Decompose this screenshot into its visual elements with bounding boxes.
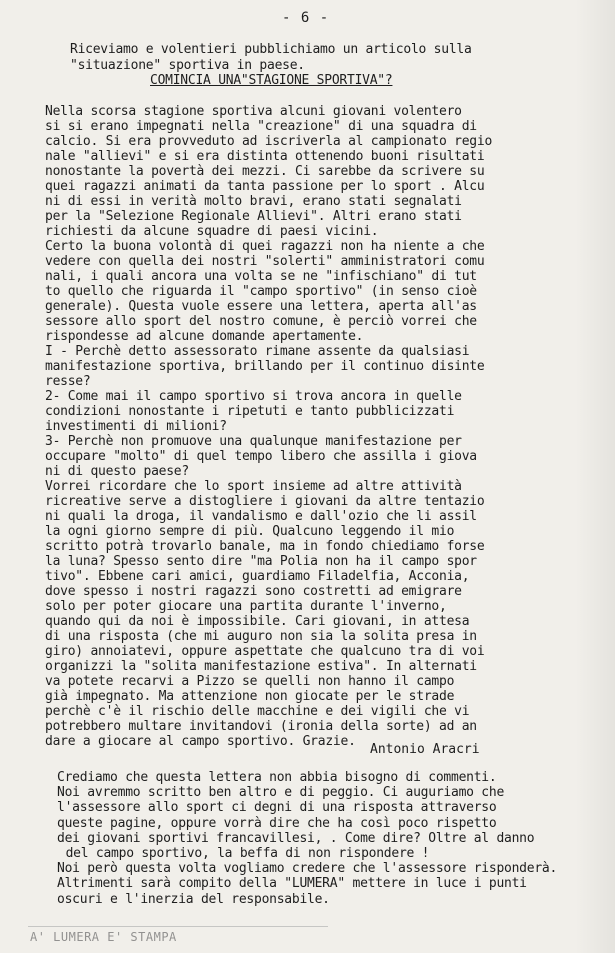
article-line: potrebbero multare invitandovi (ironia della sorte) ad an [45,719,477,734]
article-line: investimenti di milioni? [45,419,227,434]
reply-line: oscuri e l'inerzia del responsabile. [57,891,330,907]
article-line: ni di questo paese? [45,464,189,479]
article-line: quei ragazzi animati da tanta passione per lo sport . Alcu [45,179,485,194]
article-line: nale "allievi" e si era distinta ottenendo buoni risultati [45,149,485,164]
footer-rule [28,926,328,927]
article-line: ni di essi in verità molto bravi, erano stati segnalati [45,194,462,209]
article-line: Vorrei ricordare che lo sport insieme ad altre attività [45,479,462,494]
article-line: generale). Questa vuole essere una lettera, aperta all'as [45,299,477,314]
article-line: scritto potrà trovarlo banale, ma in fondo chiediamo forse [45,539,485,554]
article-line: resse? [45,374,91,389]
article-line: occupare "molto" di quel tempo libero che assilla i giova [45,449,477,464]
article-line: va potete recarvi a Pizzo se quelli non hanno il campo [45,674,455,689]
article-line: la luna? Spesso sento dire "ma Polia non ha il campo spor [45,554,477,569]
article-line: manifestazione sportiva, brillando per il continuo disinte [45,359,485,374]
footer-text: A' LUMERA E' STAMPA [30,930,177,944]
article-line: solo per poter giocare una partita durante l'inverno, [45,599,447,614]
article-line: sessore allo sport del nostro comune, è perciò vorrei che [45,314,477,329]
article-line: ricreative serve a distogliere i giovani da altre tentazio [45,494,485,509]
article-line: I - Perchè detto assessorato rimane assente da qualsiasi [45,344,470,359]
page-number: - 6 - [282,10,330,26]
article-line: dove spesso i nostri ragazzi sono costretti ad emigrare [45,584,462,599]
article-line: nali, i quali ancora una volta se ne "infischiano" di tut [45,269,477,284]
article-line: ni quali la droga, il vandalismo e dall'ozio che li assil [45,509,477,524]
reply-line: Noi avremmo scritto ben altro e di peggio. Ci auguriamo che [57,785,505,801]
article-line: 2- Come mai il campo sportivo si trova ancora in quelle [45,389,462,404]
article-line: di una risposta (che mi auguro non sia la solita presa in [45,629,477,644]
intro-line: Riceviamo e volentieri pubblichiamo un articolo sulla [70,42,472,57]
bleed-through-text [587,92,615,792]
reply-line: Noi però questa volta vogliamo credere che l'assessore risponderà. [57,861,558,877]
reply-line: dei giovani sportivi francavillesi, . Come dire? Oltre al danno [57,830,535,846]
intro-line: "situazione" sportiva in paese. [70,58,305,73]
article-line: si si erano impegnati nella "creazione" di una squadra di [45,119,477,134]
article-line: perchè c'è il rischio delle macchine e dei vigili che vi [45,704,470,719]
article-line: calcio. Si era provveduto ad iscriverla al campionato regio [45,134,493,149]
article-line: vedere con quella dei nostri "solerti" amministratori comu [45,254,485,269]
article-line: organizzi la "solita manifestazione estiva". In alternati [45,659,477,674]
signature: Antonio Aracri [370,742,480,757]
reply-line: Altrimenti sarà compito della "LUMERA" mettere in luce i punti [57,876,527,892]
article-line: dare a giocare al campo sportivo. Grazie. [45,734,356,749]
article-line: per la "Selezione Regionale Allievi". Altri erano stati [45,209,462,224]
article-line: nonostante la povertà dei mezzi. Ci sarebbe da scrivere su [45,164,485,179]
article-line: condizioni nonostante i ripetuti e tanto pubblicizzati [45,404,455,419]
article-title: COMINCIA UNA"STAGIONE SPORTIVA"? [150,73,393,88]
article-line: 3- Perchè non promuove una qualunque manifestazione per [45,434,462,449]
article-line: la ogni giorno sempre di più. Qualcuno leggendo il mio [45,524,455,539]
reply-line: del campo sportivo, la beffa di non rispondere ! [58,846,430,861]
reply-line: l'assessore allo sport ci degni di una risposta attraverso [57,800,497,816]
article-line: Nella scorsa stagione sportiva alcuni giovani volentero [45,104,462,119]
article-line: tivo". Ebbene cari amici, guardiamo Filadelfia, Acconia, [45,569,470,584]
article-line: richiesti da alcune squadre di paesi vicini. [45,224,379,239]
article-line: giro) annoiatevi, oppure aspettate che qualcuno tra di voi [45,644,485,659]
article-line: Certo la buona volontà di quei ragazzi non ha niente a che [45,239,485,254]
reply-line: Crediamo che questa lettera non abbia bisogno di commenti. [57,770,497,785]
article-line: to quello che riguarda il "campo sportivo" (in senso cioè [45,284,477,299]
reply-line: queste pagine, oppure vorrà dire che ha così poco rispetto [57,815,497,831]
article-line: rispondesse ad alcune domande apertamente. [45,329,364,344]
article-line: quando qui da noi è impossibile. Cari giovani, in attesa [45,614,470,629]
article-line: già impegnato. Ma attenzione non giocate per le strade [45,689,455,704]
